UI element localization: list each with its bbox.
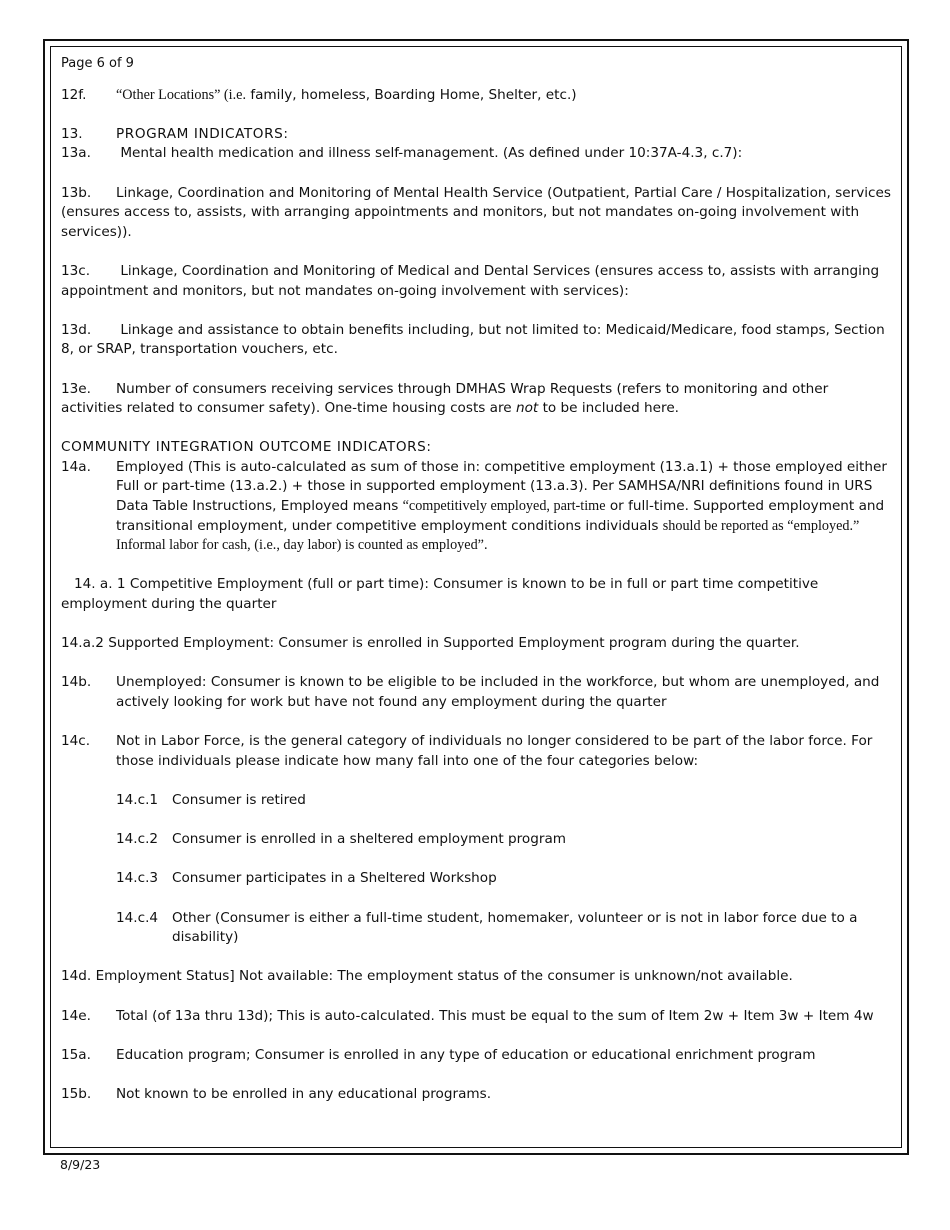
item-14c2 — [61, 830, 893, 850]
item-14a-text-mid: or full-time. Supported employment and transitional employment, under competitive employment conditions individuals — [116, 498, 885, 534]
item-13d-text: Linkage and assistance to obtain benefits including, but not limited to: Medicaid/Medicare, food stamps, Section 8, or SRAP, transportation vouchers, etc. — [61, 321, 885, 358]
item-12f — [61, 86, 893, 106]
item-13b-text: Linkage, Coordination and Monitoring of Mental Health Service (Outpatient, Partial Care / Hospitalization, services (ensures access to, assists, with arranging appointments and monitors, but not mandates on-going involvement with services)). — [61, 184, 891, 240]
page-number: Page 6 of 9 — [61, 56, 134, 71]
item-14c3 — [61, 869, 893, 889]
item-14d: 14d. Employment Status] Not available: The employment status of the consumer is unknown/not available. — [61, 968, 793, 985]
item-14b-text: Unemployed: Consumer is known to be eligible to be included in the workforce, but whom are unemployed, and actively looking for work but have not found any employment during the quarter — [116, 674, 880, 710]
item-12f-serif: “Other Locations” (i.e. — [116, 86, 246, 103]
item-14a-quote-end: should be reported as “employed.” Informal labor for cash, (i.e., day labor) is counted as employed”. — [116, 517, 860, 554]
item-14a-text: Employed (This is auto-calculated as sum of those in: competitive employment (13.a.1) + those employed either Full or part-time (13.a.2.) + those in supported employment (13.a.3). Per SAMHSA/NRI definitions found in URS Data Table Instructions, Employed means — [116, 458, 887, 515]
item-13b — [61, 184, 893, 243]
sub-item-number: 14.c.3 — [116, 870, 159, 887]
item-number: 13b. — [61, 184, 92, 201]
item-15b — [61, 1085, 893, 1105]
item-14e-text: Total (of 13a thru 13d); This is auto-calculated. This must be equal to the sum of Item 2w + Item 3w + Item 4w — [116, 1007, 874, 1024]
footer-date: 8/9/23 — [60, 1157, 101, 1172]
item-12f-text: family, homeless, Boarding Home, Shelter, etc.) — [246, 86, 577, 103]
item-14a2: 14.a.2 Supported Employment: Consumer is enrolled in Supported Employment program during the quarter. — [61, 635, 800, 652]
item-14c-text: Not in Labor Force, is the general category of individuals no longer considered to be part of the labor force. For those individuals please indicate how many fall into one of the four categories below: — [116, 733, 873, 769]
item-number: 13a. — [61, 145, 91, 162]
item-number: 14c. — [61, 733, 91, 750]
sub-item-number: 14.c.2 — [116, 831, 159, 848]
item-13a — [61, 144, 893, 164]
sub-item-text: Consumer participates in a Sheltered Workshop — [172, 870, 497, 887]
sub-item-number: 14.c.1 — [116, 791, 159, 808]
item-number: 15b. — [61, 1085, 92, 1102]
item-15a-text: Education program; Consumer is enrolled in any type of education or educational enrichment program — [116, 1046, 816, 1063]
item-number: 12f. — [61, 86, 87, 103]
section-heading-community-integration: COMMUNITY INTEGRATION OUTCOME INDICATORS: — [61, 439, 432, 456]
item-14c — [61, 732, 893, 771]
item-14e — [61, 1007, 893, 1027]
item-13d — [61, 321, 893, 360]
item-13e-emphasis: not — [515, 400, 539, 417]
item-number: 14b. — [61, 674, 92, 691]
item-number: 13c. — [61, 262, 91, 279]
item-15a — [61, 1046, 893, 1066]
item-number: 13e. — [61, 380, 91, 397]
sub-item-number: 14.c.4 — [116, 909, 159, 926]
item-14a — [61, 458, 893, 556]
item-13c-text: Linkage, Coordination and Monitoring of Medical and Dental Services (ensures access to, assists with arranging appointment and monitors, but not mandates on-going involvement with services): — [61, 262, 880, 299]
item-15b-text: Not known to be enrolled in any educational programs. — [116, 1085, 492, 1102]
item-13c — [61, 262, 893, 301]
section-heading-program-indicators: PROGRAM INDICATORS: — [116, 125, 289, 142]
sub-item-text: Other (Consumer is either a full-time student, homemaker, volunteer or is not in labor force due to a disability) — [172, 909, 858, 946]
item-13 — [61, 125, 893, 145]
item-13a-text: Mental health medication and illness self-management. (As defined under 10:37A-4.3, c.7): — [116, 145, 743, 162]
item-14a-body — [116, 458, 893, 556]
item-14c4 — [61, 909, 893, 948]
item-14b — [61, 673, 893, 712]
item-number: 13d. — [61, 321, 92, 338]
item-13e-text-end: to be included here. — [538, 400, 680, 417]
item-14c1 — [61, 791, 893, 811]
item-14a-quote: “competitively employed, part-time — [402, 498, 606, 515]
sub-item-text: Consumer is retired — [172, 791, 306, 808]
item-number: 14e. — [61, 1007, 91, 1024]
item-number: 14a. — [61, 458, 91, 475]
item-number: 15a. — [61, 1046, 91, 1063]
item-number: 13. — [61, 125, 83, 142]
item-13e — [61, 380, 893, 419]
document-body — [61, 54, 893, 1104]
item-13e-text: Number of consumers receiving services through DMHAS Wrap Requests (refers to monitoring and other activities related to consumer safety). One-time housing costs are — [61, 380, 829, 417]
sub-item-text: Consumer is enrolled in a sheltered employment program — [172, 831, 567, 848]
item-14a1: 14. a. 1 Competitive Employment (full or part time): Consumer is known to be in full or part time competitive employment during the quarter — [61, 576, 823, 613]
